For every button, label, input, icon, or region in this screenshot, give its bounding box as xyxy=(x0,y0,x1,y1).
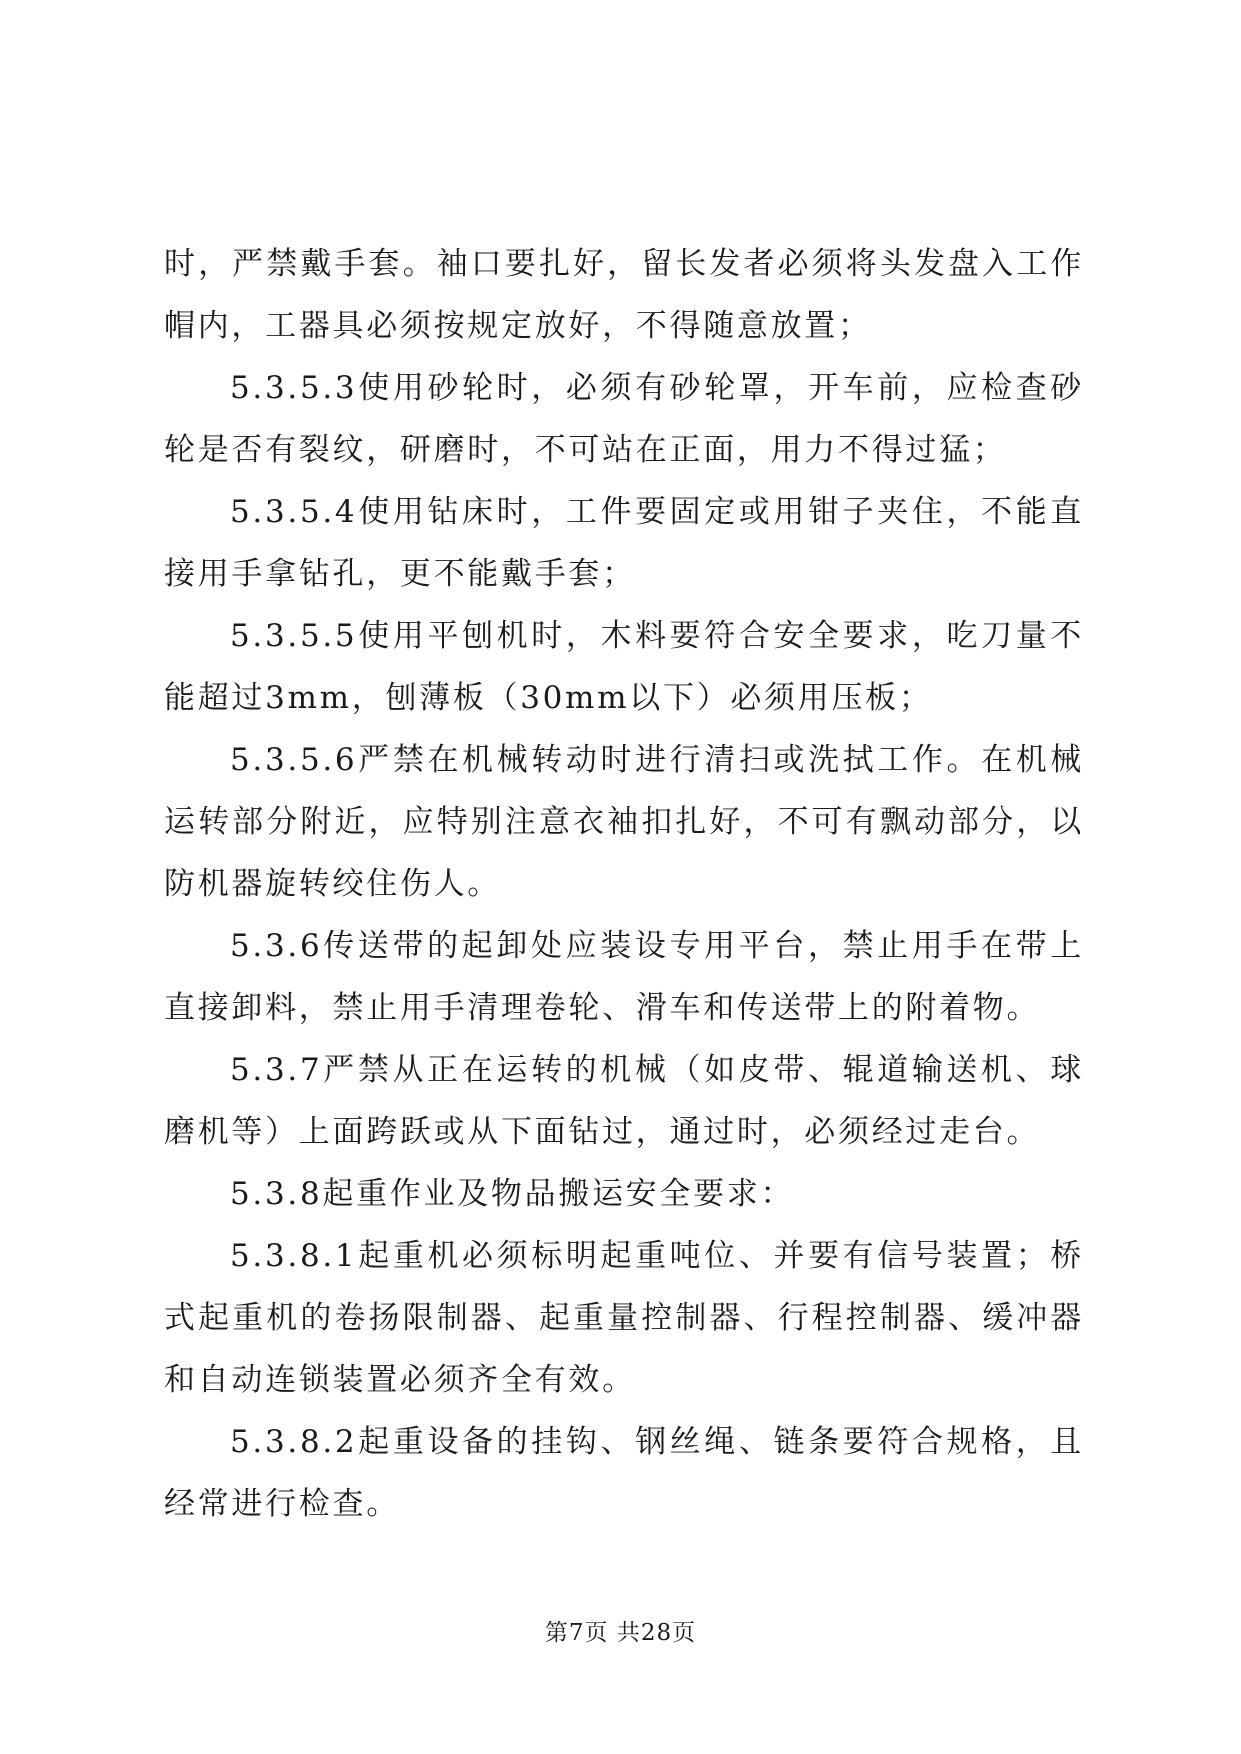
paragraph-5-3-8: 5.3.8起重作业及物品搬运安全要求： xyxy=(230,1176,795,1212)
document-body xyxy=(164,233,1084,1535)
paragraph-5-3-5-6: 5.3.5.6严禁在机械转动时进行清扫或洗拭工作。在机械运转部分附近，应特别注意衣袖扣扎好，不可有飘动部分，以防机器旋转绞住伤人。 xyxy=(164,742,1084,902)
paragraph-5-3-5-3: 5.3.5.3使用砂轮时，必须有砂轮罩，开车前，应检查砂轮是否有裂纹，研磨时，不可站在正面，用力不得过猛； xyxy=(164,370,1084,468)
paragraph-continuation: 时，严禁戴手套。袖口要扎好，留长发者必须将头发盘入工作帽内，工器具必须按规定放好，不得随意放置； xyxy=(164,246,1084,344)
paragraph-5-3-5-5: 5.3.5.5使用平刨机时，木料要符合安全要求，吃刀量不能超过3mm，刨薄板（30mm以下）必须用压板； xyxy=(164,618,1084,716)
paragraph-5-3-8-1: 5.3.8.1起重机必须标明起重吨位、并要有信号装置；桥式起重机的卷扬限制器、起重量控制器、行程控制器、缓冲器和自动连锁装置必须齐全有效。 xyxy=(164,1238,1084,1398)
paragraph-5-3-5-4: 5.3.5.4使用钻床时，工件要固定或用钳子夹住，不能直接用手拿钻孔，更不能戴手套； xyxy=(164,494,1084,592)
page-number-footer: 第7页 共28页 xyxy=(544,1620,697,1646)
paragraph-5-3-6: 5.3.6传送带的起卸处应装设专用平台，禁止用手在带上直接卸料，禁止用手清理卷轮、滑车和传送带上的附着物。 xyxy=(164,928,1084,1026)
paragraph-5-3-8-2: 5.3.8.2起重设备的挂钩、钢丝绳、链条要符合规格，且经常进行检查。 xyxy=(164,1424,1084,1522)
paragraph-5-3-7: 5.3.7严禁从正在运转的机械（如皮带、辊道输送机、球磨机等）上面跨跃或从下面钻过，通过时，必须经过走台。 xyxy=(164,1052,1084,1150)
